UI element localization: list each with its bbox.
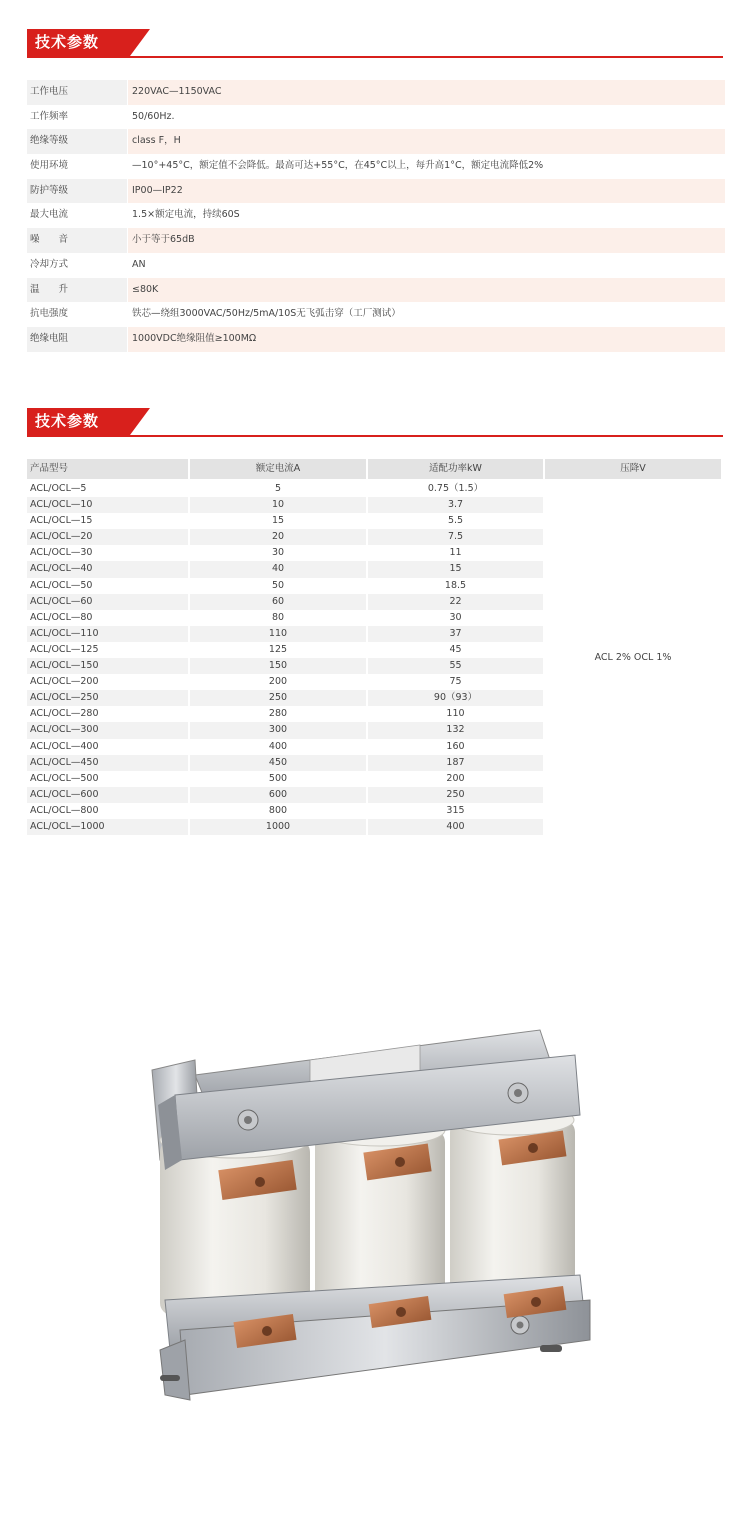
- cell-model: ACL/OCL—600: [27, 787, 188, 803]
- cell-power: 7.5: [368, 529, 543, 545]
- cell-current: 10: [190, 497, 366, 513]
- cell-model: ACL/OCL—10: [27, 497, 188, 513]
- cell-current: 800: [268, 804, 288, 816]
- cell-model: ACL/OCL—150: [27, 658, 188, 674]
- section-title: 技术参数: [27, 29, 130, 56]
- spec-value: 220VAC—1150VAC: [128, 80, 725, 105]
- header-current: 额定电流A: [190, 459, 366, 479]
- spec-label: 最大电流: [30, 209, 69, 221]
- spec-label: 使用环境: [30, 160, 69, 172]
- spec-row: [27, 253, 725, 278]
- cell-model: ACL/OCL—20: [27, 529, 188, 545]
- cell-current: 80: [271, 611, 285, 623]
- cell-model: ACL/OCL—60: [27, 594, 188, 610]
- spec-value: ≤80K: [128, 278, 725, 303]
- cell-power: 45: [449, 643, 462, 655]
- spec-value: AN: [132, 258, 146, 270]
- cell-current: 125: [268, 643, 288, 655]
- cell-current: 50: [271, 579, 285, 591]
- cell-model: ACL/OCL—500: [30, 772, 99, 784]
- cell-current: 400: [268, 740, 288, 752]
- cell-power: 315: [446, 804, 465, 816]
- cell-power: 5.5: [447, 515, 464, 527]
- header-divider: [27, 56, 723, 58]
- spec-row: [27, 129, 725, 154]
- cell-model: ACL/OCL—40: [27, 561, 188, 577]
- cell-power: 400: [368, 819, 543, 835]
- header-power: 适配功率kW: [368, 459, 543, 479]
- spec-row: [27, 327, 725, 352]
- cell-model: ACL/OCL—80: [30, 611, 93, 623]
- spec-label: 温 升: [27, 278, 127, 303]
- cell-power: 75: [449, 676, 462, 688]
- header-model: 产品型号: [27, 459, 188, 479]
- cell-model: ACL/OCL—300: [27, 722, 188, 738]
- cell-power: 200: [446, 772, 465, 784]
- cell-current: 60: [190, 594, 366, 610]
- spec-value: —10°+45°C，额定值不会降低。最高可达+55°C，在45°C以上，每升高1°C，额定电流降低2%: [132, 160, 544, 172]
- cell-current: 450: [190, 755, 366, 771]
- spec-label: 绝缘电阻: [27, 327, 127, 352]
- spec-table: [27, 80, 725, 352]
- spec-row: [27, 278, 725, 303]
- cell-current: 250: [190, 690, 366, 706]
- cell-power: 18.5: [444, 579, 467, 591]
- cell-power: 55: [368, 658, 543, 674]
- cell-current: 280: [268, 708, 288, 720]
- cell-current: 5: [274, 483, 282, 494]
- header-voltage-drop: 压降V: [545, 459, 721, 479]
- header-notch: [130, 29, 150, 56]
- cell-model: ACL/OCL—800: [30, 804, 99, 816]
- section-header-specs: [27, 29, 723, 69]
- cell-model: ACL/OCL—400: [30, 740, 99, 752]
- cell-power: 37: [368, 626, 543, 642]
- spec-label: 防护等级: [27, 179, 127, 204]
- header-divider: [27, 435, 723, 437]
- cell-current: 30: [271, 547, 285, 559]
- cell-model: ACL/OCL—30: [30, 547, 93, 559]
- model-table: [27, 459, 721, 832]
- cell-model: ACL/OCL—200: [30, 676, 99, 688]
- cell-current: 150: [190, 658, 366, 674]
- cell-current: 300: [190, 722, 366, 738]
- cell-power: 187: [368, 755, 543, 771]
- cell-model: ACL/OCL—125: [30, 643, 99, 655]
- spec-row: [27, 179, 725, 204]
- cell-power: 22: [368, 594, 543, 610]
- cell-current: 15: [271, 515, 285, 527]
- model-table-header: [27, 459, 721, 479]
- spec-label: 抗电强度: [30, 308, 69, 320]
- cell-power: 15: [368, 561, 543, 577]
- cell-current: 200: [268, 676, 288, 688]
- cell-model: ACL/OCL—110: [27, 626, 188, 642]
- spec-value: 铁芯—绕组3000VAC/50Hz/5mA/10S无飞弧击穿（工厂测试）: [132, 308, 401, 320]
- cell-model: ACL/OCL—15: [30, 515, 93, 527]
- spec-row: [27, 203, 725, 228]
- spec-row: [27, 105, 725, 130]
- cell-current: 1000: [190, 819, 366, 835]
- spec-row: [27, 154, 725, 179]
- spec-row: [27, 228, 725, 253]
- header-notch: [130, 408, 150, 435]
- cell-power: 250: [368, 787, 543, 803]
- spec-value: 1.5×额定电流，持续60S: [132, 209, 240, 221]
- cell-model: ACL/OCL—250: [27, 690, 188, 706]
- voltage-drop-cell: ACL 2% OCL 1%: [594, 652, 672, 663]
- spec-value: 小于等于65dB: [128, 228, 725, 253]
- spec-value: 1000VDC绝缘阻值≥100MΩ: [128, 327, 725, 352]
- spec-value: 50/60Hz.: [132, 110, 175, 122]
- cell-model: ACL/OCL—5: [30, 483, 87, 494]
- cell-model: ACL/OCL—280: [30, 708, 99, 720]
- cell-current: 110: [190, 626, 366, 642]
- cell-power: 160: [446, 740, 465, 752]
- spec-value: class F，H: [128, 129, 725, 154]
- cell-current: 500: [268, 772, 288, 784]
- cell-power: 3.7: [368, 497, 543, 513]
- cell-power: 11: [449, 547, 462, 559]
- cell-power: 90（93）: [368, 690, 543, 706]
- section-title: 技术参数: [27, 408, 130, 435]
- cell-current: 40: [190, 561, 366, 577]
- spec-row: [27, 302, 725, 327]
- cell-current: 20: [190, 529, 366, 545]
- cell-power: 0.75（1.5）: [427, 483, 484, 494]
- spec-label: 冷却方式: [30, 258, 69, 270]
- cell-power: 30: [449, 611, 462, 623]
- spec-label: 工作频率: [30, 110, 69, 122]
- cell-model: ACL/OCL—50: [30, 579, 93, 591]
- cell-current: 600: [190, 787, 366, 803]
- spec-row: [27, 80, 725, 105]
- cell-power: 132: [368, 722, 543, 738]
- spec-value: IP00—IP22: [128, 179, 725, 204]
- cell-model: ACL/OCL—1000: [27, 819, 188, 835]
- spec-label: 绝缘等级: [27, 129, 127, 154]
- spec-label: 噪 音: [27, 228, 127, 253]
- reactor-product-image: [120, 1000, 625, 1415]
- cell-power: 110: [446, 708, 465, 720]
- spec-label: 工作电压: [27, 80, 127, 105]
- cell-model: ACL/OCL—450: [27, 755, 188, 771]
- section-header-models: [27, 408, 723, 448]
